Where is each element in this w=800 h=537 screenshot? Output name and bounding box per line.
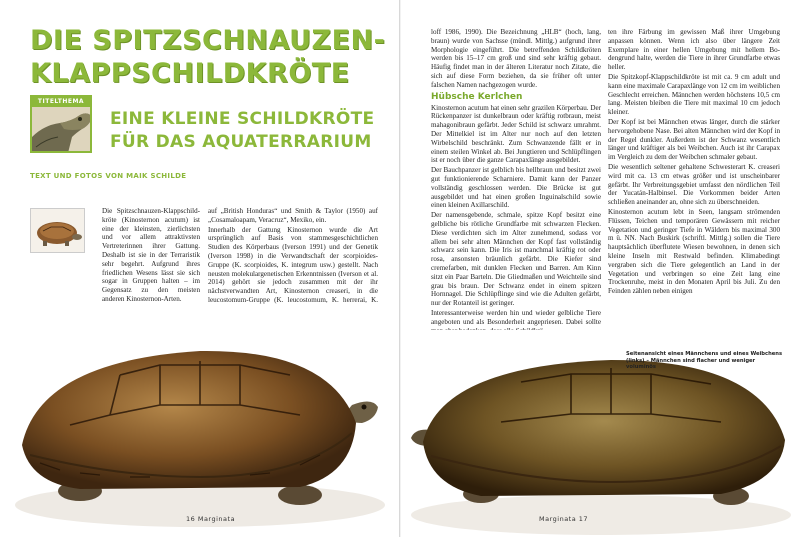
subtitle-line-2: FÜR DAS AQUATERRARIUM (110, 132, 372, 152)
title-line-1: DIE SPITZSCHNAUZEN- (30, 25, 386, 56)
topic-badge (30, 95, 92, 153)
topic-badge-label: TITELTHEMA (32, 97, 90, 107)
right-page (400, 0, 800, 537)
paragraph: Innerhalb der Gattung Kinosternon wurde die Art ursprünglich auf Basis von stammesgeschichtlichen Studien des Körperbaus (Iverson 1991) und der Genetik (Iverson 1998) in die Verwandtschaft der scorpioides-Gruppe (K. scorpioides, K. integrum usw.) gestellt. Nach neusten molekulargenetischen Erkenntnissen (Iverson et al. 2014) gehört sie jedoch zusammen mit der ihr nächstverwandten Art, Kinosternon creaseri, in die leucostomum-Gruppe (K. leucostomum, K. herrerai, K. (208, 225, 378, 304)
paragraph: Die wesentlich seltener gehaltene Schwesterart K. creaseri wird mit ca. 13 cm etwas größer und ist unscheinbarer gefärbt. Ihr Verbreitungsgebiet umfasst den nördlichen Teil der Yucatán-Halbinsel. Die Vorkommen beider Arten schließen aneinander an, ohne sich zu überschneiden. (608, 162, 780, 207)
page-number-left: 16 Marginata (186, 515, 236, 523)
subtitle-line-1: EINE KLEINE SCHILDKRÖTE (110, 109, 375, 129)
paragraph: Der Bauchpanzer ist gelblich bis hellbraun und besitzt zwei gut funktionierende Scharniere. Damit kann der Panzer vollständig geschlossen werden. Die Brücke ist gut ausgebildet und hat einen großen Inguinalschild sowie einen kleinen Axillarschild. (431, 166, 601, 210)
paragraph: Die Spitzkopf-Klappschildkröte ist mit ca. 9 cm adult und kann eine maximale Carapaxlänge von 12 cm im weiblichen Geschlecht erreichen. Männchen werden höchstens 10,5 cm lang. Meisten bleiben die Tiere mit maximal 10 cm jedoch kleiner. (608, 72, 780, 117)
right-column-1 (431, 28, 601, 336)
right-column-2 (608, 28, 780, 297)
page-number-right: Marginata 17 (539, 515, 589, 523)
turtle-photo-male (0, 305, 400, 537)
paragraph: Die Spitzschnauzen-Klappschildkröte (Kinosternon acutum) ist eine der kleinsten, zierlichsten und vor allem attraktivsten Vertreterinnen ihrer Gattung. Deshalb ist sie in der Terraristik sehr begehrt. Aufgrund ihres friedlichen Wesens lässt sie sich sogar in Gruppen halten – im Gegensatz zu den meisten anderen Kinosternon-Arten. (102, 207, 200, 303)
paragraph: ten ihre Färbung im gewissen Maß ihrer Umgebung anpassen können. Wenn ich also über längere Zeit Exemplare in einer hellen Umgebung mit hellem Bodengrund halte, werden die Tiere in ihrer Grundfarbe etwas heller. (608, 28, 780, 72)
photo-caption: Seitenansicht eines Männchens und eines Weibchens (links) – Männchen sind flacher und weniger voluminös (626, 351, 783, 371)
paragraph: loff 1986, 1990). Die Bezeichnung „HLB“ (hoch, lang, braun) wurde von Sachsse (mündl. Mittlg.) aufgrund ihrer Morphologie eingeführt. Die betreffenden Schildkröten werden bis 15–17 cm groß und sind sehr kräftig gebaut. Häufig findet man in der älteren Literatur noch Zitate, die sich auf diese Form beziehen, da sie früher oft unter falschen Namen nachgezogen wurde. (431, 28, 601, 89)
paragraph: Kinosternon acutum lebt in Seen, langsam strömenden Flüssen, Teichen und temporären Gewässern mit reicher Vegetation und geringer Tiefe in Wäldern bis maximal 300 m ü. NN. Nach Buskirk (schriftl. Mittlg.) sollen die Tiere hauptsächlich überflutete Wiesen bewohnen, in denen sich kleine Inseln mit Restwald befinden. Klimabedingt vergraben sich die Tiere gelegentlich an Land in der Vegetation und verbringen so eine Zeit lang eine Trockenruhe, meist in den Monaten April bis Juli. Zu den Feinden zählen neben einigen (608, 207, 780, 296)
paragraph: Kinosternon acutum hat einen sehr grazilen Körperbau. Der Rückenpanzer ist dunkelbraun oder kräftig rotbraun, meist mahagonibraun gefärbt. Jeder Schild ist schwarz umrahmt. Der Mittelkiel ist im Alter nur noch auf den letzten Wirbelschild beschränkt. Zum Schwanzende fällt er in einem steilen Winkel ab. Bei Jungtieren und Schlüpflingen ist er noch über die ganze Carapaxlänge ausgebildet. (431, 103, 601, 165)
article-subtitle (110, 108, 400, 154)
paragraph: Interessanterweise werden hin und wieder gelbliche Tiere angeboten und als Besonderheit angepriesen. Dabei sollte (431, 308, 601, 326)
section-heading: Hübsche Kerlchen (431, 91, 523, 102)
paragraph: Der Kopf ist bei Männchen etwas länger, durch die stärker hervorgehobene Nase. Bei alten Männchen wird der Kopf in der Regel dunkler. Außerdem ist der Schwanz wesentlich länger und kräftiger als bei Weibchen. Auch ist ihr Carapax im Vergleich zu dem der Weibchen schmaler gebaut. (608, 117, 780, 162)
paragraph: auf „British Honduras“ und Smith & Taylor (1950) auf „Cosamaloapam, Veracruz“, Mexiko, ein. (208, 207, 378, 224)
title-line-2: KLAPPSCHILDKRÖTE (30, 58, 350, 89)
turtle-head-icon (32, 107, 92, 153)
article-title (30, 24, 400, 90)
byline: TEXT UND FOTOS VON MAIK SCHILDE (30, 172, 187, 180)
paragraph: Der namensgebende, schmale, spitze Kopf besitzt eine gelbliche bis rötliche Grundfarbe mit schwarzen Flecken. Diese verdichten sich im Alter zunehmend, sodass vor allem bei sehr alten Männchen der Kopf fast vollständig schwarz sein kann. Die Iris ist manchmal kräftig rot oder rosa, ansonsten bräunlich gefärbt. Die Kiefer sind cremefarben, mit dunklen Flecken und Barren. Am Kinn sitzt ein Paar Barteln. Die Gliedmaßen und Weichteile sind grau bis braun. Der Schwanz endet in einem spitzen Hornnagel. Die Schlüpflinge sind wie die Adulten gefärbt, nur der Rotanteil ist geringer. (431, 211, 601, 308)
